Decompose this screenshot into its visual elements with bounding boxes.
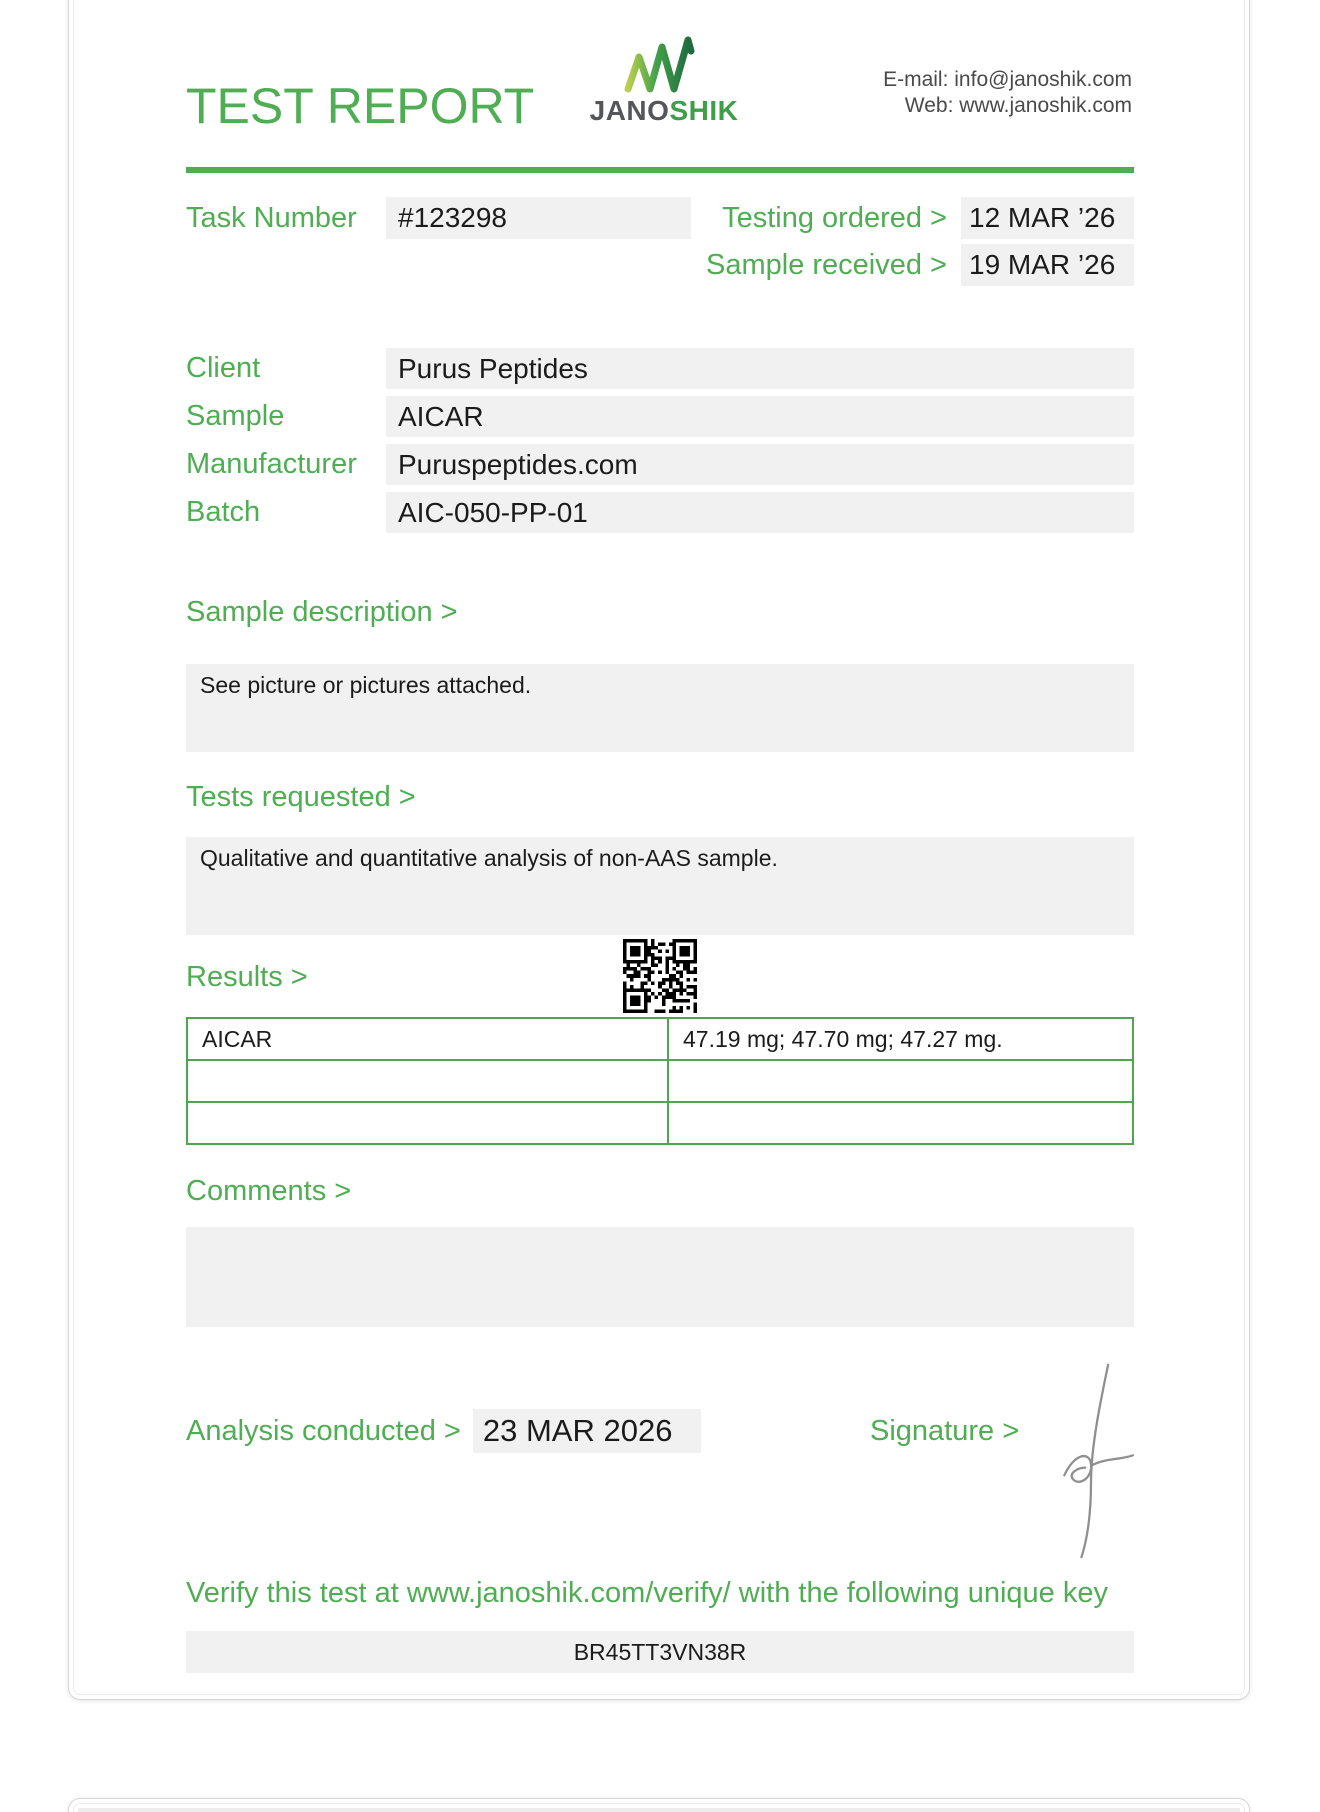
sample-row	[186, 396, 1134, 437]
result-value	[668, 1060, 1133, 1102]
client-value: Purus Peptides	[386, 348, 1134, 389]
page-title: TEST REPORT	[186, 78, 535, 134]
tests-requested-text: Qualitative and quantitative analysis of non-AAS sample.	[200, 845, 778, 871]
comments-box	[186, 1227, 1134, 1327]
analysis-conducted-row	[186, 1409, 701, 1453]
batch-row	[186, 492, 1134, 533]
sample-value: AICAR	[386, 396, 1134, 437]
verify-key: BR45TT3VN38R	[186, 1631, 1134, 1673]
sample-description-text: See picture or pictures attached.	[200, 672, 532, 698]
contact-block	[883, 67, 1132, 119]
client-label: Client	[186, 352, 261, 384]
result-name	[187, 1102, 668, 1144]
analysis-conducted-label: Analysis conducted >	[186, 1414, 461, 1447]
email-value: info@janoshik.com	[954, 68, 1132, 91]
contact-email	[883, 67, 1132, 93]
results-table	[186, 1017, 1134, 1145]
logo-jano: JANO	[589, 95, 670, 126]
sample-description-box	[186, 664, 1134, 752]
sample-description-heading: Sample description >	[186, 596, 458, 628]
comments-heading: Comments >	[186, 1175, 352, 1207]
results-heading: Results >	[186, 961, 308, 993]
web-label: Web:	[904, 94, 954, 117]
sample-received-row	[669, 244, 1134, 286]
task-number-value: #123298	[386, 197, 691, 239]
next-page	[68, 1798, 1250, 1812]
testing-ordered-value: 12 MAR ’26	[961, 197, 1134, 239]
trend-chart-icon	[623, 35, 699, 93]
task-number-row	[186, 197, 691, 239]
logo-wordmark	[586, 97, 742, 125]
result-name: AICAR	[187, 1018, 668, 1060]
next-page-content	[78, 1808, 1240, 1812]
header-divider	[186, 167, 1134, 173]
sample-received-label: Sample received >	[706, 248, 947, 281]
testing-ordered-row	[669, 197, 1134, 239]
logo-shik: SHIK	[669, 95, 739, 126]
verify-text: Verify this test at www.janoshik.com/verify/ with the following unique key	[186, 1577, 1108, 1609]
manufacturer-value: Puruspeptides.com	[386, 444, 1134, 485]
signature-icon	[1031, 1361, 1151, 1561]
results-row	[187, 1102, 1133, 1144]
tests-requested-heading: Tests requested >	[186, 781, 416, 813]
contact-web	[883, 93, 1132, 119]
analysis-conducted-value: 23 MAR 2026	[473, 1409, 701, 1453]
batch-value: AIC-050-PP-01	[386, 492, 1134, 533]
manufacturer-row	[186, 444, 1134, 485]
qr-code	[623, 939, 697, 1013]
manufacturer-label: Manufacturer	[186, 448, 357, 480]
tests-requested-box	[186, 837, 1134, 935]
report-page	[68, 0, 1250, 1700]
client-row	[186, 348, 1134, 389]
result-value	[668, 1102, 1133, 1144]
sample-label: Sample	[186, 400, 285, 432]
email-label: E-mail:	[883, 68, 949, 91]
results-row	[187, 1018, 1133, 1060]
testing-ordered-label: Testing ordered >	[722, 201, 947, 234]
sample-received-value: 19 MAR ’26	[961, 244, 1134, 286]
results-row	[187, 1060, 1133, 1102]
batch-label: Batch	[186, 496, 261, 528]
web-value: www.janoshik.com	[959, 94, 1132, 117]
result-value: 47.19 mg; 47.70 mg; 47.27 mg.	[668, 1018, 1133, 1060]
task-number-label: Task Number	[186, 201, 357, 234]
signature-label: Signature >	[870, 1415, 1020, 1447]
result-name	[187, 1060, 668, 1102]
